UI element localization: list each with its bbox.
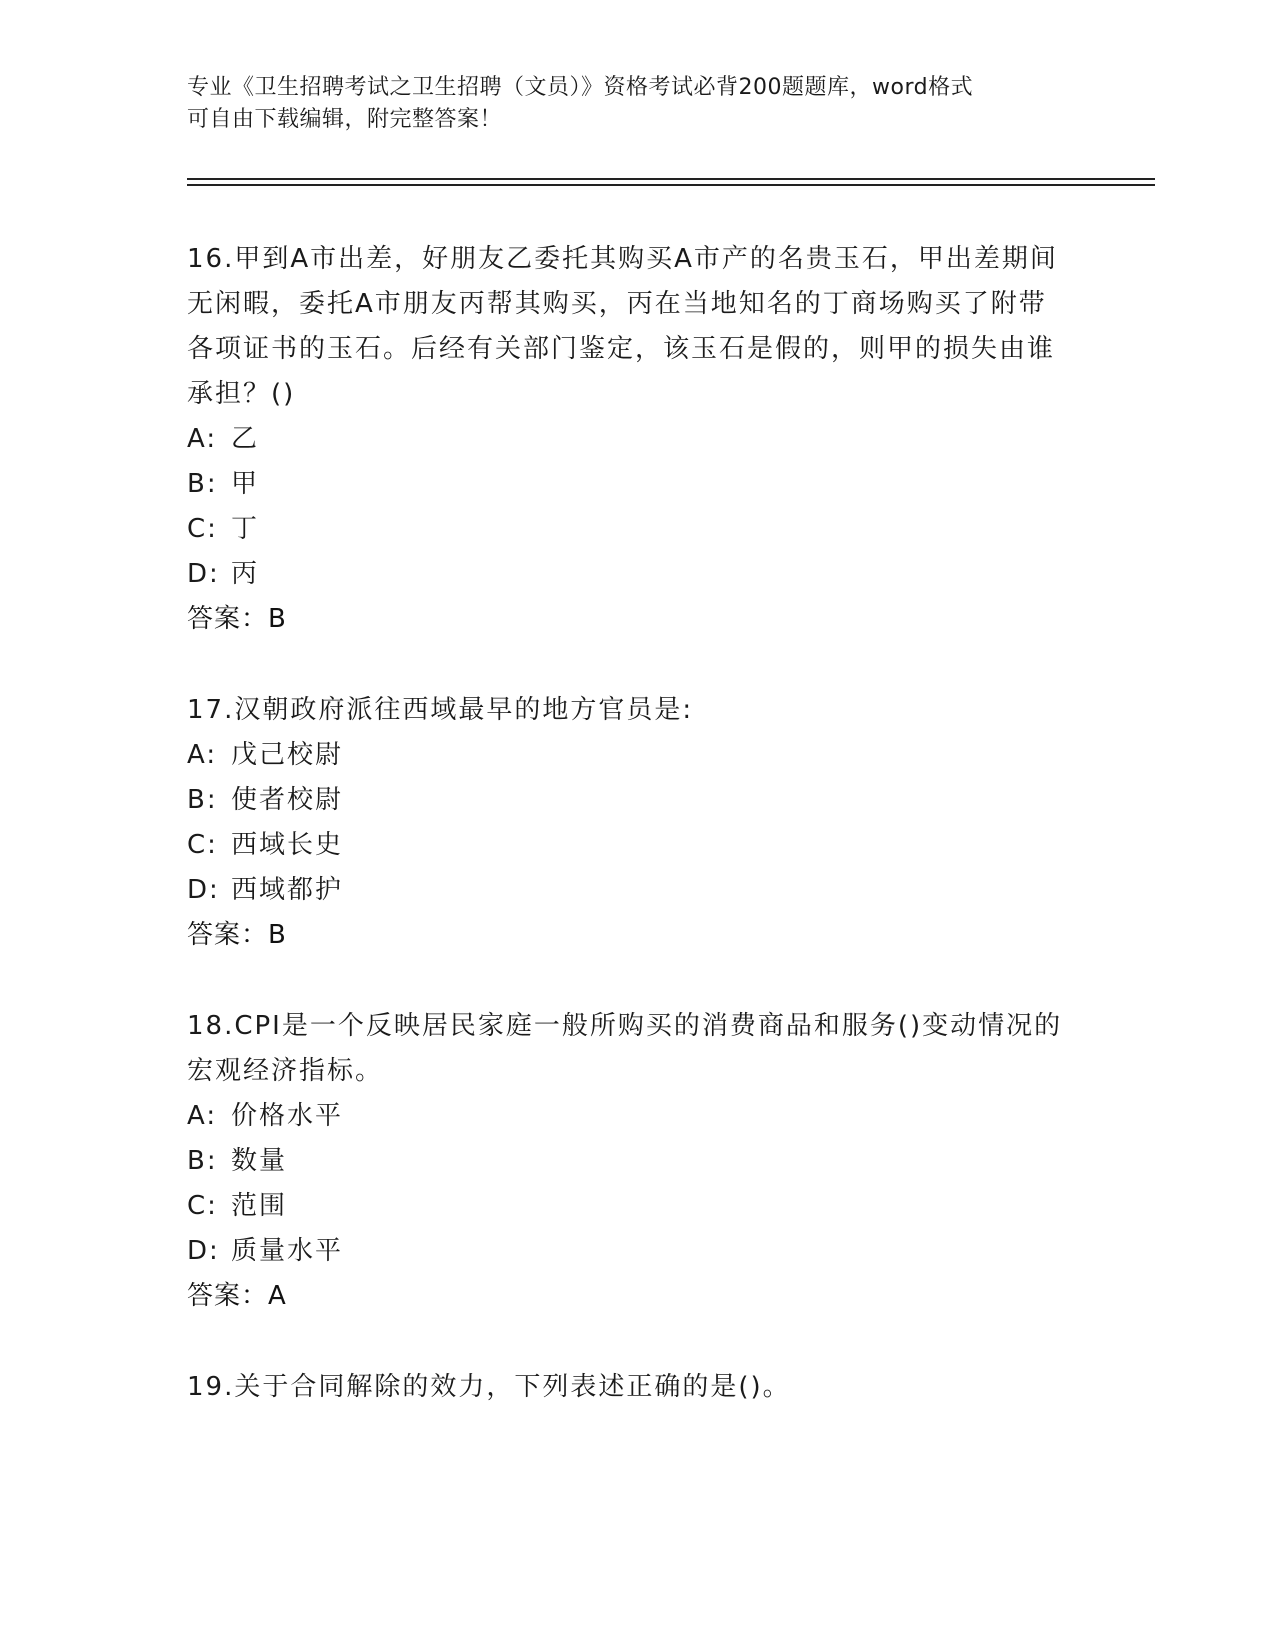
option-key: D: bbox=[187, 1236, 220, 1266]
option-text: 范围 bbox=[231, 1191, 288, 1221]
option-text: 西域长史 bbox=[231, 830, 344, 860]
question-stem: 16.甲到A市出差，好朋友乙委托其购买A市产的名贵玉石，甲出差期间无闲暇，委托A市朋友丙帮其购买，丙在当地知名的丁商场购买了附带各项证书的玉石。后经有关部门鉴定，该玉石是假的，则甲的损失由谁承担？() bbox=[187, 244, 1058, 409]
option-key: A: bbox=[187, 424, 218, 454]
option-b bbox=[187, 1139, 1087, 1184]
option-key: C: bbox=[187, 1191, 218, 1221]
option-key: B: bbox=[187, 1146, 218, 1176]
option-text: 戊己校尉 bbox=[231, 740, 344, 770]
option-text: 乙 bbox=[231, 424, 260, 454]
option-key: D: bbox=[187, 559, 220, 589]
header-title-line-1: 专业《卫生招聘考试之卫生招聘（文员）》资格考试必背200题题库，word格式 bbox=[187, 75, 974, 100]
option-key: B: bbox=[187, 785, 218, 815]
option-text: 质量水平 bbox=[231, 1236, 344, 1266]
option-text: 丁 bbox=[231, 514, 260, 544]
option-a bbox=[187, 417, 1087, 462]
option-text: 丙 bbox=[231, 559, 260, 589]
question-17 bbox=[187, 688, 1087, 958]
answer-line: 答案：B bbox=[187, 920, 287, 950]
option-a bbox=[187, 1094, 1087, 1139]
option-text: 数量 bbox=[231, 1146, 288, 1176]
header-title-line-2: 可自由下载编辑，附完整答案！ bbox=[187, 107, 503, 132]
answer-line: 答案：A bbox=[187, 1281, 287, 1311]
question-list bbox=[187, 237, 1087, 1456]
option-key: C: bbox=[187, 830, 218, 860]
option-b bbox=[187, 778, 1087, 823]
option-c bbox=[187, 823, 1087, 868]
option-key: A: bbox=[187, 740, 218, 770]
question-19 bbox=[187, 1365, 1087, 1410]
option-b bbox=[187, 462, 1087, 507]
option-key: D: bbox=[187, 875, 220, 905]
option-d bbox=[187, 552, 1087, 597]
header-divider-bottom bbox=[187, 184, 1155, 186]
option-a bbox=[187, 733, 1087, 778]
option-c bbox=[187, 507, 1087, 552]
question-stem: 19.关于合同解除的效力，下列表述正确的是()。 bbox=[187, 1372, 791, 1402]
question-18 bbox=[187, 1004, 1087, 1319]
option-text: 使者校尉 bbox=[231, 785, 344, 815]
question-stem: 18.CPI是一个反映居民家庭一般所购买的消费商品和服务()变动情况的宏观经济指标。 bbox=[187, 1011, 1063, 1086]
answer-line: 答案：B bbox=[187, 604, 287, 634]
question-stem: 17.汉朝政府派往西域最早的地方官员是: bbox=[187, 695, 694, 725]
option-key: A: bbox=[187, 1101, 218, 1131]
option-text: 西域都护 bbox=[231, 875, 344, 905]
option-text: 价格水平 bbox=[231, 1101, 344, 1131]
document-header bbox=[187, 72, 1067, 136]
header-divider-top bbox=[187, 178, 1155, 180]
option-d bbox=[187, 868, 1087, 913]
option-text: 甲 bbox=[231, 469, 260, 499]
option-key: C: bbox=[187, 514, 218, 544]
question-16 bbox=[187, 237, 1087, 642]
option-key: B: bbox=[187, 469, 218, 499]
option-d bbox=[187, 1229, 1087, 1274]
option-c bbox=[187, 1184, 1087, 1229]
